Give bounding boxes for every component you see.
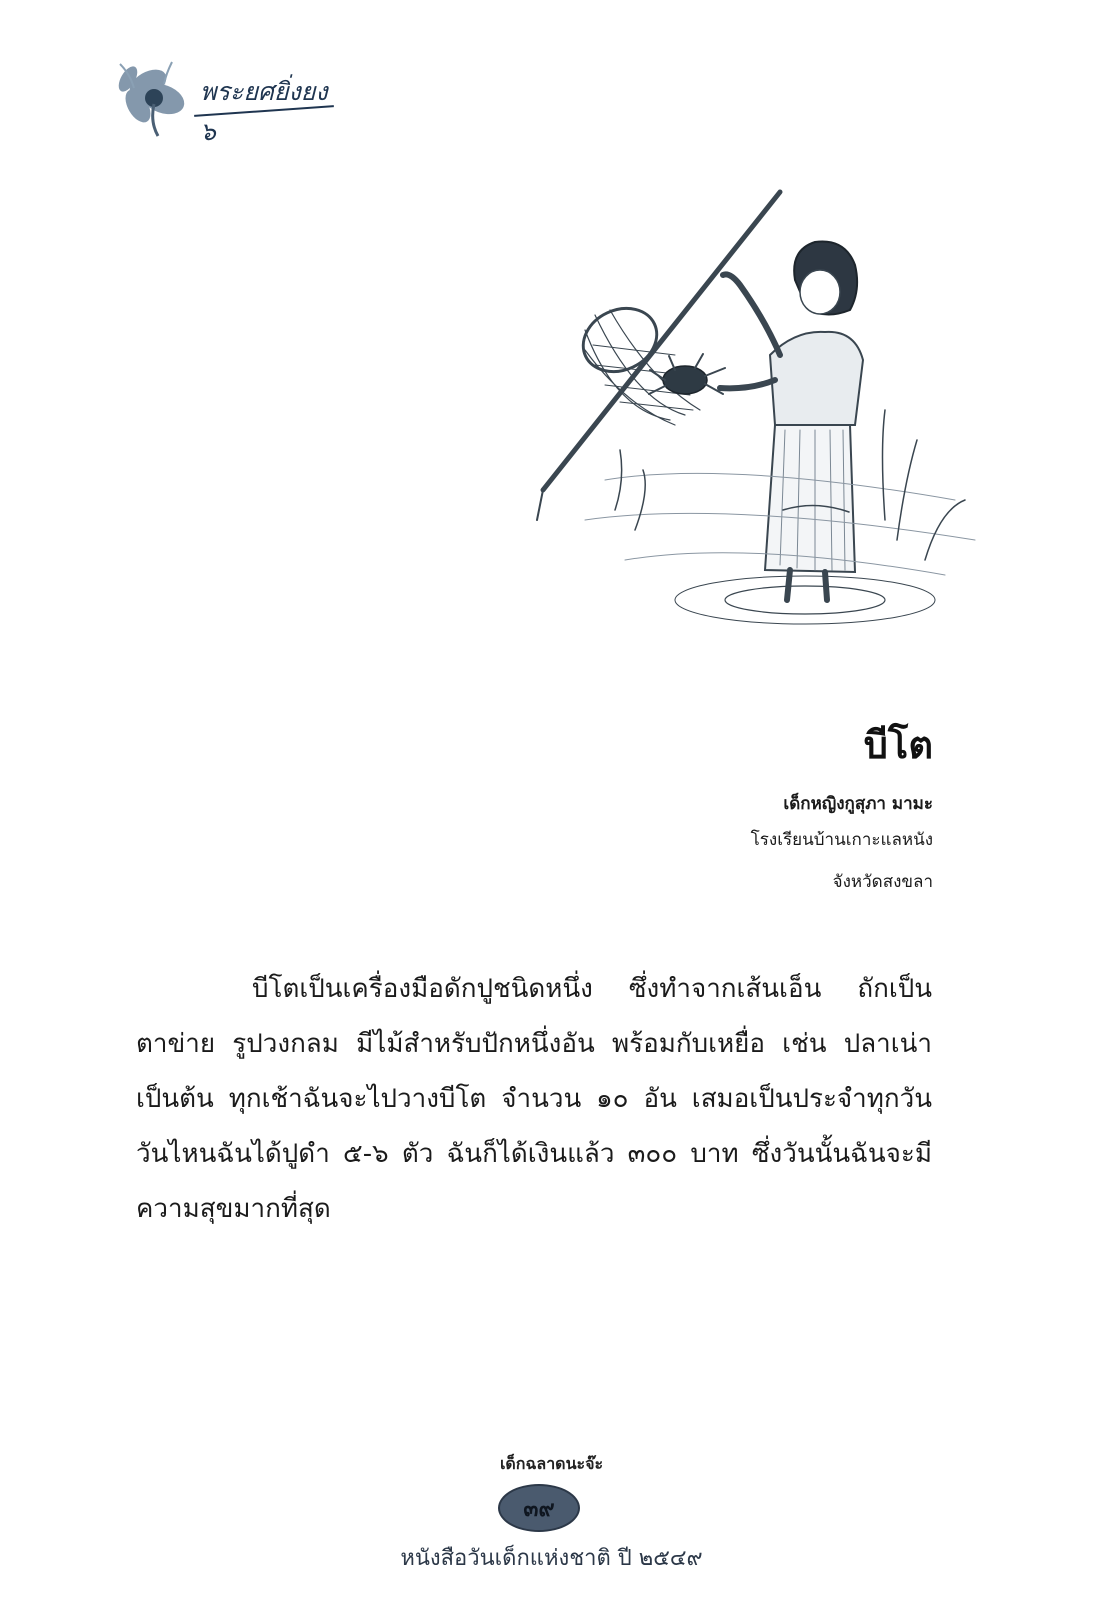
body-paragraph: บีโตเป็นเครื่องมือดักปูชนิดหนึ่ง ซึ่งทำจากเส้นเอ็น ถักเป็นตาข่าย รูปวงกลม มีไม้สำหรับปักหนึ่งอัน พร้อมกับเหยื่อ เช่น ปลาเน่า เป็นต้น ทุกเช้าฉันจะไปวางบีโต จำนวน ๑๐ อัน เสมอเป็นประจำทุกวัน วันไหนฉันได้ปูดำ ๕-๖ ตัว ฉันก็ได้เงินแล้ว ๓๐๐ บาท ซึ่งวันนั้นฉันจะมีความสุขมากที่สุด <box>136 974 932 1224</box>
page-number-badge <box>498 1484 580 1532</box>
article-title: บีโต <box>863 723 933 767</box>
flower-logo-icon <box>108 44 198 144</box>
article-body <box>136 962 932 1237</box>
header-logo <box>108 44 348 144</box>
page-number: ๓๙ <box>523 1496 555 1522</box>
school-name: โรงเรียนบ้านเกาะแลหนัง <box>750 830 933 850</box>
illustration-svg <box>525 180 1005 650</box>
footer-series-title: เด็กฉลาดนะจ๊ะ <box>499 1454 604 1473</box>
girl-with-crab-net-illustration <box>525 180 1005 650</box>
footer-book-title: หนังสือวันเด็กแห่งชาติ ปี ๒๕๔๙ <box>400 1546 703 1571</box>
logo-text: พระยศยิ่งยง ๖ <box>200 77 328 146</box>
province-name: จังหวัดสงขลา <box>832 872 933 892</box>
author-name: เด็กหญิงกูสุภา มามะ <box>783 794 933 814</box>
